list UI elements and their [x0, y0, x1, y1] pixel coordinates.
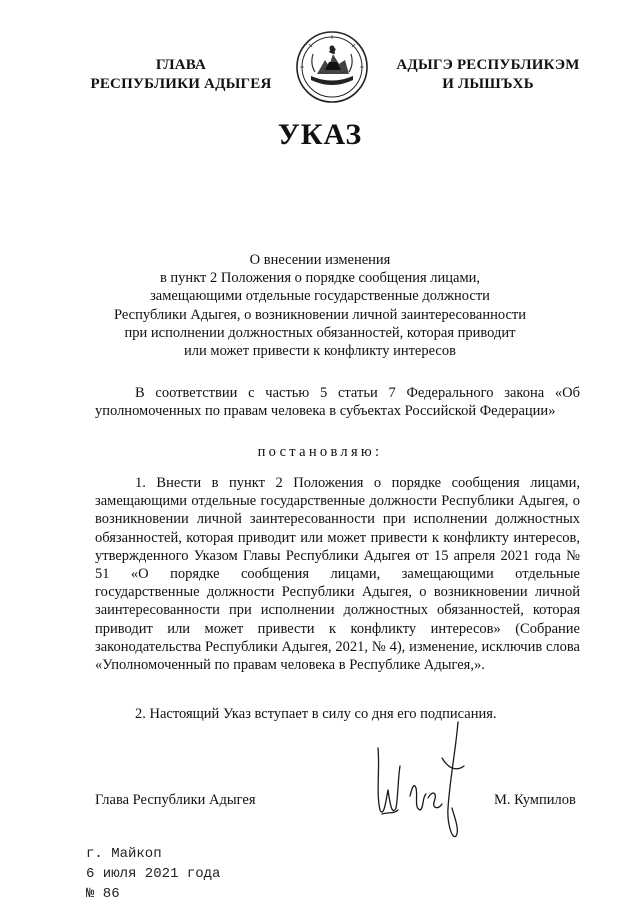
subject-line: или может привести к конфликту интересов [184, 343, 456, 360]
signatory-name: М. Кумпилов [494, 792, 576, 808]
preamble-paragraph: В соответствии с частью 5 статьи 7 Федерального закона «Об уполномоченных по правам человека в субъектах Российской Федерации» [95, 385, 580, 420]
header-right-line2: И ЛЫШЪХЬ [442, 76, 534, 92]
header-left-line1: ГЛАВА [155, 57, 207, 73]
item-2-paragraph: 2. Настоящий Указ вступает в силу со дня его подписания. [135, 706, 497, 722]
header-left-line2: РЕСПУБЛИКИ АДЫГЕЯ [90, 76, 272, 92]
coat-of-arms-icon [295, 30, 369, 104]
decree-word: постановляю: [257, 444, 383, 460]
header-left [88, 56, 274, 94]
subject-line: О внесении изменения [249, 252, 391, 268]
header-right [388, 56, 588, 94]
document-title: УКАЗ [277, 118, 363, 151]
subject-line: при исполнении должностных обязанностей, которая приводит [124, 324, 516, 341]
subject-line: в пункт 2 Положения о порядке сообщения лицами, [159, 270, 481, 287]
footer-city: г. Майкоп [86, 846, 162, 862]
subject-block [60, 251, 580, 360]
item-1-paragraph: 1. Внести в пункт 2 Положения о порядке сообщения лицами, замещающими отдельные государственные должности Республики Адыгея, о возникновении личной заинтересованности при исполнении должностных обязанностей, которая приводит или может привести к конфликту интересов, утвержденного Указом Главы Республики Адыгея от 15 апреля 2021 года № 51 «О порядке сообщения лицами, замещающими отдельные государственные должности Республики Адыгея, о возникновении личной заинтересованности при исполнении должностных обязанностей, которая приводит или может привести к конфликту интересов» (Собрание законодательства Республики Адыгея, 2021, № 4), изменение, исключив слова «Уполномоченный по правам человека в Республике Адыгея,». [95, 475, 580, 674]
footer-number: № 86 [86, 886, 120, 902]
subject-line: Республики Адыгея, о возникновении личной заинтересованности [114, 306, 526, 323]
signatory-position: Глава Республики Адыгея [95, 792, 256, 808]
footer-block [86, 844, 220, 904]
handwritten-signature [368, 718, 476, 843]
header-right-line1: АДЫГЭ РЕСПУБЛИКЭМ [396, 57, 580, 73]
subject-line: замещающими отдельные государственные должности [150, 288, 490, 305]
footer-date: 6 июля 2021 года [86, 866, 221, 882]
